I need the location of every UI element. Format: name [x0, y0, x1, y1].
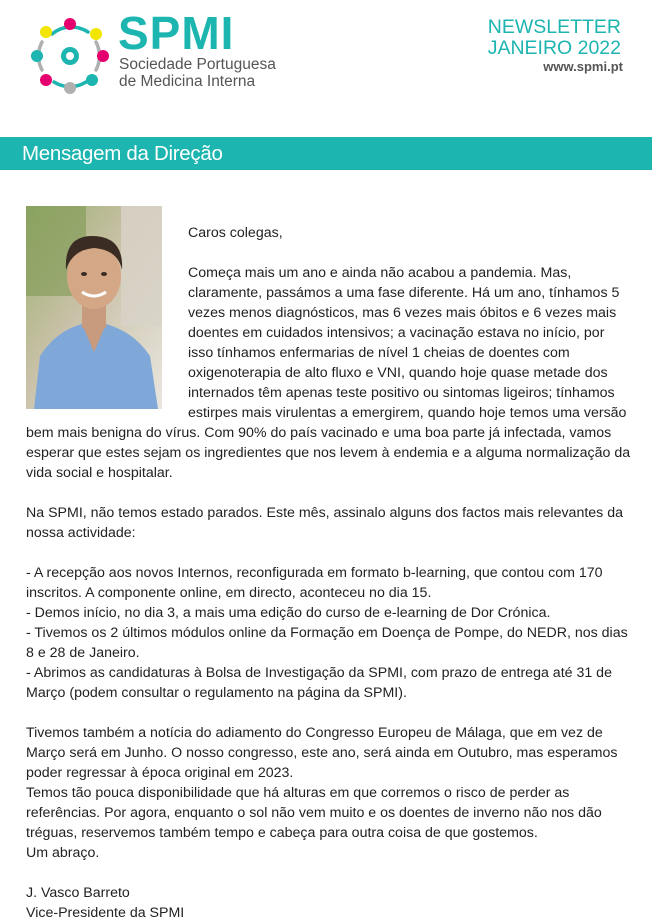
closing: Um abraço.: [26, 845, 100, 861]
paragraph-congress: Tivemos também a notícia do adiamento do Congresso Europeu de Málaga, que em vez de Março será em Junho. O nosso congresso, este ano, será ainda em Outubro, mas esperamos poder regressar à época original em 2023.: [26, 725, 618, 781]
section-banner: [0, 137, 652, 170]
newsletter-date: JANEIRO 2022: [487, 37, 621, 59]
paragraph-activity: Na SPMI, não temos estado parados. Este mês, assinalo alguns dos factos mais relevantes da nossa actividade:: [26, 505, 623, 541]
website-link[interactable]: www.spmi.pt: [543, 59, 623, 74]
brand-acronym: SPMI: [118, 7, 235, 59]
greeting: Caros colegas,: [188, 225, 283, 241]
list-item: - Demos início, no dia 3, a mais uma edição do curso de e-learning de Dor Crónica.: [26, 605, 551, 621]
letter-body: [26, 206, 632, 923]
brand-name-line-1: Sociedade Portuguesa: [119, 56, 276, 73]
list-item: - A recepção aos novos Internos, reconfigurada em formato b-learning, que contou com 170 inscritos. A componente online, em directo, aconteceu no dia 15.: [26, 565, 603, 601]
paragraph-reflection: Temos tão pouca disponibilidade que há alturas em que corremos o risco de perder as referências. Por agora, enquanto o sol não vem muito e os doentes de inverno não nos dão tréguas, reservemos também tempo e cabeça para outra coisa de que gostemos.: [26, 785, 602, 841]
author-photo: [26, 206, 162, 409]
section-title: Mensagem da Direção: [22, 142, 223, 165]
spmi-logo-icon: [30, 16, 110, 94]
signature-role: Vice-Presidente da SPMI: [26, 905, 185, 921]
signature-name: J. Vasco Barreto: [26, 885, 130, 901]
brand-name-line-2: de Medicina Interna: [119, 73, 256, 90]
paragraph-intro: Começa mais um ano e ainda não acabou a pandemia. Mas, claramente, passámos a uma fase diferente. Há um ano, tínhamos 5 vezes menos diagnósticos, mas 6 vezes mais óbitos e 6 vezes mais doentes em cuidados intensivos; a vacinação estava no início, por isso tínhamos enfermarias de nível 1 cheias de doentes com oxigenoterapia de alto fluxo e VNI, quando hoje quase metade dos internados têm apenas teste positivo ou sintomas ligeiros; tínhamos estirpes mais virulentas a emergirem, quando hoje temos uma versão bem mais benigna do vírus. Com 90% do país vacinado e uma boa parte já infectada, vamos esperar que estes sejam os ingredientes que nos levem à endemia e a alguma normalização da vida social e hospitalar.: [26, 265, 631, 481]
list-item: - Abrimos as candidaturas à Bolsa de Investigação da SPMI, com prazo de entrega até 31 de Março (podem consultar o regulamento na página da SPMI).: [26, 665, 612, 701]
newsletter-title: NEWSLETTER: [487, 16, 621, 38]
list-item: - Tivemos os 2 últimos módulos online da Formação em Doença de Pompe, do NEDR, nos dias 8 e 28 de Janeiro.: [26, 625, 628, 661]
